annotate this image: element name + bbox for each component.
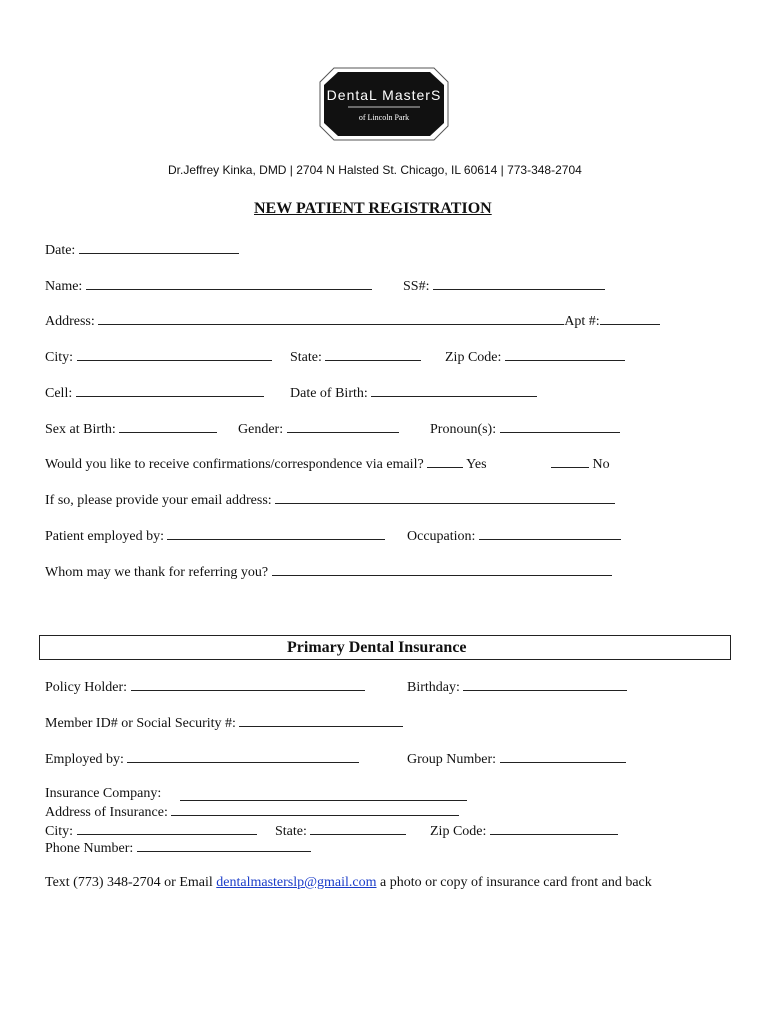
insurance-phone-row <box>45 839 311 857</box>
insurance-company-field[interactable] <box>180 788 467 801</box>
insurance-address-row <box>45 803 459 821</box>
employer-field[interactable] <box>167 527 385 540</box>
cell-row <box>45 384 264 402</box>
address-field[interactable] <box>98 312 564 325</box>
birthday-row <box>407 678 627 696</box>
insurance-address-label: Address of Insurance: <box>45 805 168 820</box>
insurance-city-label: City: <box>45 824 74 839</box>
referral-row <box>45 563 612 581</box>
sex-label: Sex at Birth: <box>45 422 116 437</box>
insurance-city-row <box>45 822 257 840</box>
address-row <box>45 312 660 330</box>
referral-field[interactable] <box>272 563 612 576</box>
state-field[interactable] <box>325 348 421 361</box>
date-field[interactable] <box>79 241 239 254</box>
policy-holder-row <box>45 678 365 696</box>
dob-row <box>290 384 537 402</box>
zip-row <box>445 348 625 366</box>
ss-row <box>403 277 605 295</box>
state-label: State: <box>290 350 322 365</box>
gender-label: Gender: <box>238 422 284 437</box>
employed-by-field[interactable] <box>127 750 359 763</box>
state-row <box>290 348 421 366</box>
insurance-company-row <box>45 786 161 802</box>
cell-label: Cell: <box>45 386 73 401</box>
insurance-city-field[interactable] <box>77 822 257 835</box>
dob-label: Date of Birth: <box>290 386 368 401</box>
sex-row <box>45 420 217 438</box>
insurance-state-row <box>275 822 406 840</box>
logo-subtitle: of Lincoln Park <box>358 113 410 122</box>
group-number-row <box>407 750 626 768</box>
name-label: Name: <box>45 279 83 294</box>
ss-label: SS#: <box>403 279 430 294</box>
policy-holder-label: Policy Holder: <box>45 680 128 695</box>
occupation-label: Occupation: <box>407 529 476 544</box>
employer-label: Patient employed by: <box>45 529 164 544</box>
policy-holder-field[interactable] <box>131 678 365 691</box>
insurance-address-field[interactable] <box>171 803 459 816</box>
insurance-zip-row <box>430 822 618 840</box>
birthday-label: Birthday: <box>407 680 460 695</box>
email-no-field[interactable] <box>551 455 589 468</box>
insurance-card-note <box>45 875 652 891</box>
apt-label: Apt #: <box>564 314 600 329</box>
group-number-label: Group Number: <box>407 752 497 767</box>
pronouns-label: Pronoun(s): <box>430 422 497 437</box>
email-link[interactable]: dentalmasterslp@gmail.com <box>216 875 377 890</box>
member-id-row <box>45 714 403 732</box>
email-address-row <box>45 491 615 509</box>
cell-field[interactable] <box>76 384 264 397</box>
insurance-zip-field[interactable] <box>490 822 618 835</box>
email-yes-field[interactable] <box>427 455 463 468</box>
employed-by-row <box>45 750 359 768</box>
insurance-state-label: State: <box>275 824 307 839</box>
name-row <box>45 277 372 295</box>
date-row <box>45 241 239 259</box>
email-address-label: If so, please provide your email address: <box>45 493 272 508</box>
group-number-field[interactable] <box>500 750 626 763</box>
insurance-company-label: Insurance Company: <box>45 786 162 801</box>
gender-field[interactable] <box>287 420 399 433</box>
name-field[interactable] <box>86 277 372 290</box>
email-no-row <box>551 455 610 473</box>
dob-field[interactable] <box>371 384 537 397</box>
note-prefix: Text (773) 348-2704 or Email <box>45 875 213 890</box>
employer-row <box>45 527 385 545</box>
occupation-row <box>407 527 621 545</box>
apt-field[interactable] <box>600 312 660 325</box>
member-id-label: Member ID# or Social Security #: <box>45 716 236 731</box>
pronouns-field[interactable] <box>500 420 620 433</box>
zip-field[interactable] <box>505 348 625 361</box>
member-id-field[interactable] <box>239 714 403 727</box>
date-label: Date: <box>45 243 76 258</box>
referral-label: Whom may we thank for referring you? <box>45 565 269 580</box>
sex-field[interactable] <box>119 420 217 433</box>
employed-by-label: Employed by: <box>45 752 124 767</box>
email-question-row <box>45 455 487 473</box>
email-address-field[interactable] <box>275 491 615 504</box>
contact-line: Dr.Jeffrey Kinka, DMD | 2704 N Halsted St. Chicago, IL 60614 | 773-348-2704 <box>168 163 582 177</box>
dental-masters-logo <box>318 60 450 148</box>
zip-label: Zip Code: <box>445 350 502 365</box>
insurance-heading: Primary Dental Insurance <box>287 639 467 656</box>
city-label: City: <box>45 350 74 365</box>
insurance-state-field[interactable] <box>310 822 406 835</box>
email-no-label: No <box>592 457 610 472</box>
gender-row <box>238 420 399 438</box>
insurance-phone-field[interactable] <box>137 839 311 852</box>
insurance-phone-label: Phone Number: <box>45 841 134 856</box>
note-suffix: a photo or copy of insurance card front and back <box>380 875 652 890</box>
city-field[interactable] <box>77 348 272 361</box>
page-title: NEW PATIENT REGISTRATION <box>254 200 492 217</box>
address-label: Address: <box>45 314 95 329</box>
birthday-field[interactable] <box>463 678 627 691</box>
ss-field[interactable] <box>433 277 605 290</box>
occupation-field[interactable] <box>479 527 621 540</box>
city-row <box>45 348 272 366</box>
email-question-label: Would you like to receive confirmations/correspondence via email? <box>45 457 424 472</box>
logo-name: DentaL MasterS <box>326 87 442 103</box>
pronouns-row <box>430 420 620 438</box>
insurance-zip-label: Zip Code: <box>430 824 487 839</box>
email-yes-label: Yes <box>466 457 487 472</box>
